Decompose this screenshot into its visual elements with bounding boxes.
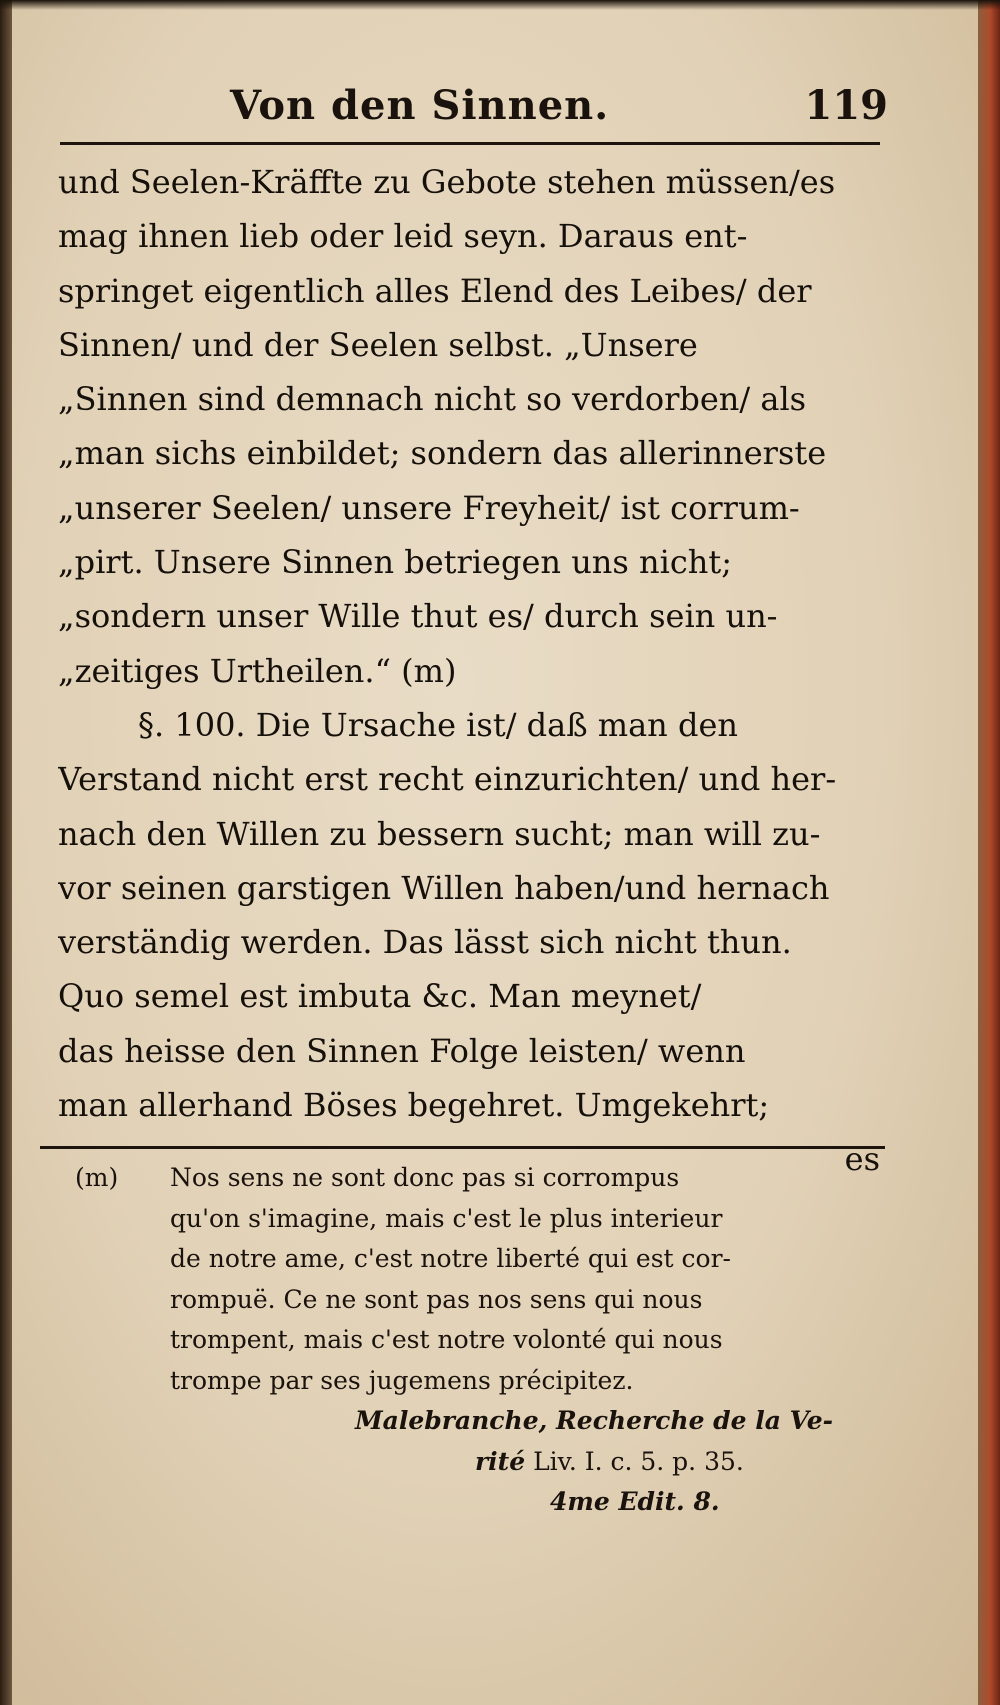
- text-line: „man sichs einbildet; sondern das allerinnerste: [58, 434, 827, 473]
- page-edge-top: [0, 0, 1000, 10]
- text-line: mag ihnen lieb oder leid seyn. Daraus ent-: [58, 217, 748, 256]
- text-line: springet eigentlich alles Elend des Leibes/ der: [58, 271, 812, 310]
- header-rule: [60, 142, 880, 145]
- page-number: 119: [804, 82, 888, 129]
- footnote: [75, 1158, 895, 1523]
- text-line: „zeitiges Urtheilen.“ (m): [58, 651, 457, 690]
- footnote-source-author: Malebranche, Recherche de la Ve-: [355, 1406, 834, 1435]
- footnote-line: rompuë. Ce ne sont pas nos sens qui nous: [170, 1284, 703, 1314]
- text-line: Sinnen/ und der Seelen selbst. „Unsere: [58, 325, 698, 364]
- catchword: es: [844, 1140, 880, 1179]
- text-line: nach den Willen zu bessern sucht; man will zu-: [58, 814, 821, 853]
- footnote-source-title-end: rité: [475, 1446, 526, 1476]
- footnote-line: qu'on s'imagine, mais c'est le plus interieur: [170, 1203, 723, 1233]
- footnote-line: de notre ame, c'est notre liberté qui est cor-: [170, 1244, 731, 1273]
- text-line: Quo semel est imbuta &c. Man meynet/: [58, 977, 702, 1016]
- footnote-source-edition: 4me Edit. 8.: [550, 1487, 720, 1516]
- text-line: das heisse den Sinnen Folge leisten/ wenn: [58, 1031, 746, 1070]
- footnote-line: trompe par ses jugemens précipitez.: [170, 1365, 634, 1395]
- text-line: verständig werden. Das lässt sich nicht thun.: [58, 923, 792, 962]
- footnote-line: trompent, mais c'est notre volonté qui nous: [170, 1325, 723, 1354]
- text-line: „pirt. Unsere Sinnen betriegen uns nicht;: [58, 543, 733, 582]
- text-line: Verstand nicht erst recht einzurichten/ und her-: [58, 760, 837, 799]
- main-text: [58, 155, 888, 1187]
- footnote-rule: [40, 1146, 885, 1149]
- footnote-source-reference: [75, 1442, 895, 1483]
- text-line: vor seinen garstigen Willen haben/und hernach: [58, 868, 830, 907]
- text-line: man allerhand Böses begehret. Umgekehrt;: [58, 1086, 770, 1125]
- text-line: und Seelen-Kräffte zu Gebote stehen müssen/es: [58, 163, 836, 201]
- footnote-marker: (m): [75, 1163, 119, 1192]
- footnote-text: Nos sens ne sont donc pas si corrompus: [170, 1163, 680, 1192]
- footnote-source-ref: Liv. I. c. 5. p. 35.: [525, 1446, 744, 1476]
- paragraph-start-line: §. 100. Die Ursache ist/ daß man den: [138, 705, 738, 744]
- footnote-line: [75, 1158, 895, 1199]
- text-line: „Sinnen sind demnach nicht so verdorben/ als: [58, 380, 807, 419]
- text-line: „unserer Seelen/ unsere Freyheit/ ist corrum-: [58, 488, 800, 527]
- running-title: Von den Sinnen.: [230, 82, 610, 129]
- page-header: [60, 82, 900, 140]
- text-line: „sondern unser Wille thut es/ durch sein un-: [58, 597, 778, 636]
- page-edge-right: [978, 0, 1000, 1705]
- page-edge-left: [0, 0, 12, 1705]
